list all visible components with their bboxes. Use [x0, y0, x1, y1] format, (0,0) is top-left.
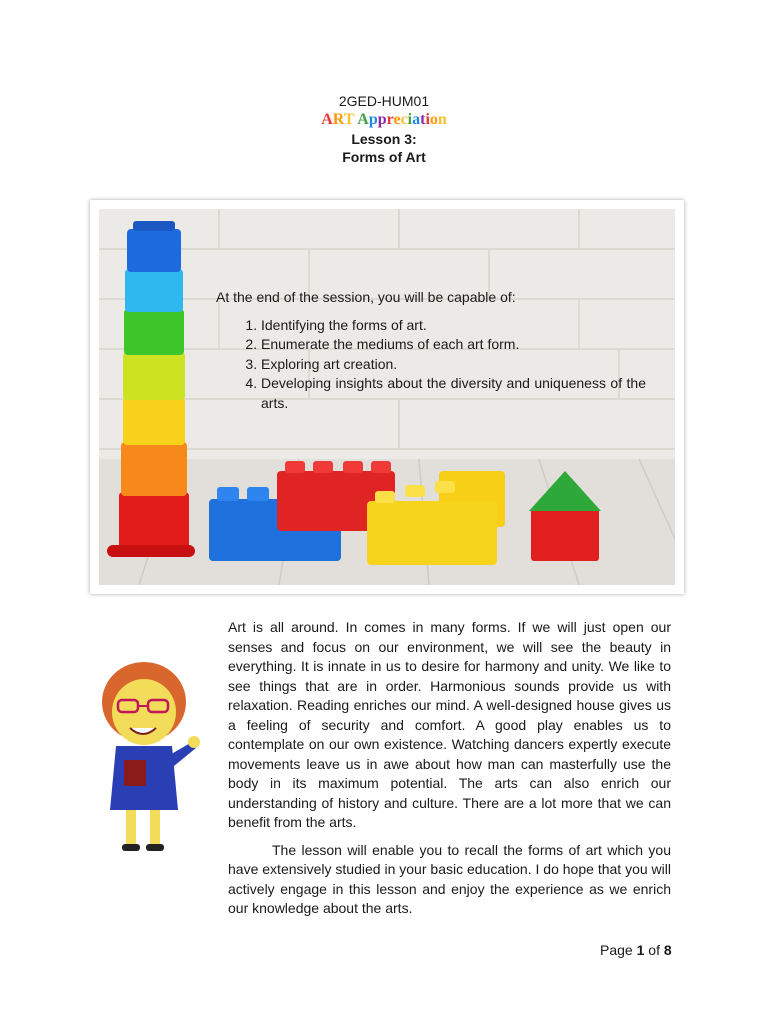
page-label: Page: [600, 942, 633, 958]
objectives-intro: At the end of the session, you will be capable of:: [216, 289, 516, 305]
page-total: 8: [663, 942, 672, 958]
lesson-number: Lesson 3:: [351, 131, 417, 147]
page-number: [600, 942, 672, 958]
intro-paragraph-1: Art is all around. In comes in many forms. If we will just open our senses and focus on our environment, we will see the beauty in everything. It is innate in us to desire for harmony and unity. We like to see things that are in order. Harmonious sounds provide us with relaxation. Reading enriches our mind. A well-designed house gives us a feeling of security and comfort. A good play enables us to contemplate on our own existence. Watching dancers expertly execute movements leave us in awe about how man can masterfully use the body in its maximum potential. The arts can also enrich our understanding of history and culture. There are a lot more that we can benefit from the arts.: [228, 619, 671, 830]
page-of-label: of: [648, 942, 660, 958]
teacher-mascot-image: [94, 660, 204, 860]
objective-item: 1. Identifying the forms of art.: [261, 316, 646, 336]
objectives-list: [216, 316, 646, 414]
page-current: 1: [636, 942, 645, 958]
course-code: 2GED-HUM01: [338, 93, 430, 109]
subject-title: ART Appreciation: [321, 111, 447, 128]
objective-item: 3. Exploring art creation.: [261, 355, 646, 375]
objectives-banner: [90, 200, 684, 594]
learning-objectives: [216, 288, 646, 413]
document-header: [0, 92, 768, 166]
lesson-introduction: [228, 618, 671, 927]
intro-paragraph-2: The lesson will enable you to recall the forms of art which you have extensively studied in your basic education. I do hope that you will actively engage in this lesson and enjoy the experience as we enrich our knowledge about the arts.: [228, 841, 671, 916]
objective-item: 4. Developing insights about the diversity and uniqueness of the arts.: [261, 374, 646, 413]
lesson-title: Forms of Art: [342, 149, 426, 165]
objective-item: 2. Enumerate the mediums of each art form.: [261, 335, 646, 355]
